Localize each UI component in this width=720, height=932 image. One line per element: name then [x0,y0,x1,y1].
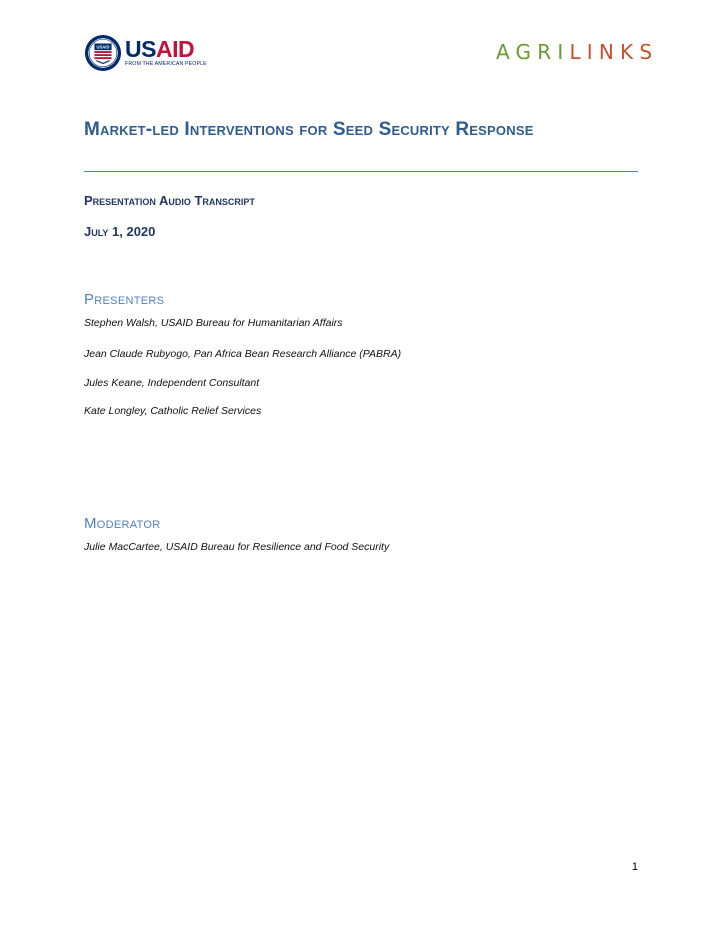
usaid-logo [84,32,210,74]
presenters-heading: Presenters [84,291,165,308]
presenter-item: Kate Longley, Catholic Relief Services [84,405,262,417]
usaid-wordmark-aid: AID [155,36,195,62]
document-title: Market-led Interventions for Seed Security Response [84,119,534,140]
document-date: July 1, 2020 [84,224,156,239]
title-divider [84,171,638,172]
usaid-wordmark [125,38,207,60]
presenter-item: Jean Claude Rubyogo, Pan Africa Bean Research Alliance (PABRA) [84,348,402,360]
page-number: 1 [631,861,638,873]
document-subtitle: Presentation Audio Transcript [84,193,255,208]
moderator-heading: Moderator [84,515,161,532]
usaid-seal-icon [84,34,122,72]
presenter-item: Jules Keane, Independent Consultant [84,377,260,389]
agrilinks-logo-agri: AGRI [496,40,570,64]
seal-text: USAID [96,44,110,50]
agrilinks-logo-links: LINKS [569,40,659,64]
usaid-tagline: FROM THE AMERICAN PEOPLE [125,61,207,67]
usaid-wordmark-group [125,38,207,68]
presenter-item: Stephen Walsh, USAID Bureau for Humanitarian Affairs [84,317,343,329]
moderator-item: Julie MacCartee, USAID Bureau for Resilience and Food Security [84,541,390,553]
usaid-wordmark-us: US [125,36,156,62]
agrilinks-logo [496,40,658,64]
